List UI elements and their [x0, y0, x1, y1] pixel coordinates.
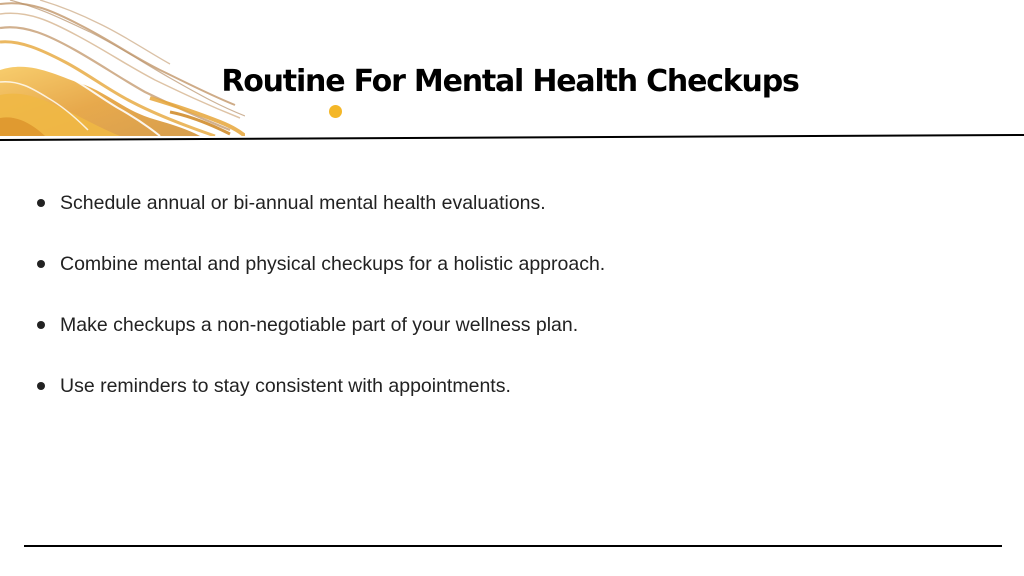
bullet-dot-icon — [37, 199, 45, 207]
bullet-item — [36, 368, 605, 404]
bullet-list — [36, 185, 605, 429]
bullet-item — [36, 246, 605, 282]
bottom-divider-line — [24, 545, 1002, 547]
bullet-item — [36, 185, 605, 221]
bullet-text: Make checkups a non-negotiable part of your wellness plan. — [60, 313, 579, 336]
bullet-text: Combine mental and physical checkups for a holistic approach. — [60, 252, 606, 275]
top-divider-line — [0, 128, 1024, 144]
slide-title: Routine For Mental Health Checkups — [221, 64, 799, 99]
bullet-dot-icon — [37, 321, 45, 329]
bullet-text: Use reminders to stay consistent with appointments. — [60, 374, 511, 397]
bullet-dot-icon — [37, 382, 45, 390]
bullet-item — [36, 307, 605, 343]
accent-dot — [329, 105, 342, 118]
bullet-dot-icon — [37, 260, 45, 268]
bullet-text: Schedule annual or bi-annual mental health evaluations. — [60, 191, 546, 214]
